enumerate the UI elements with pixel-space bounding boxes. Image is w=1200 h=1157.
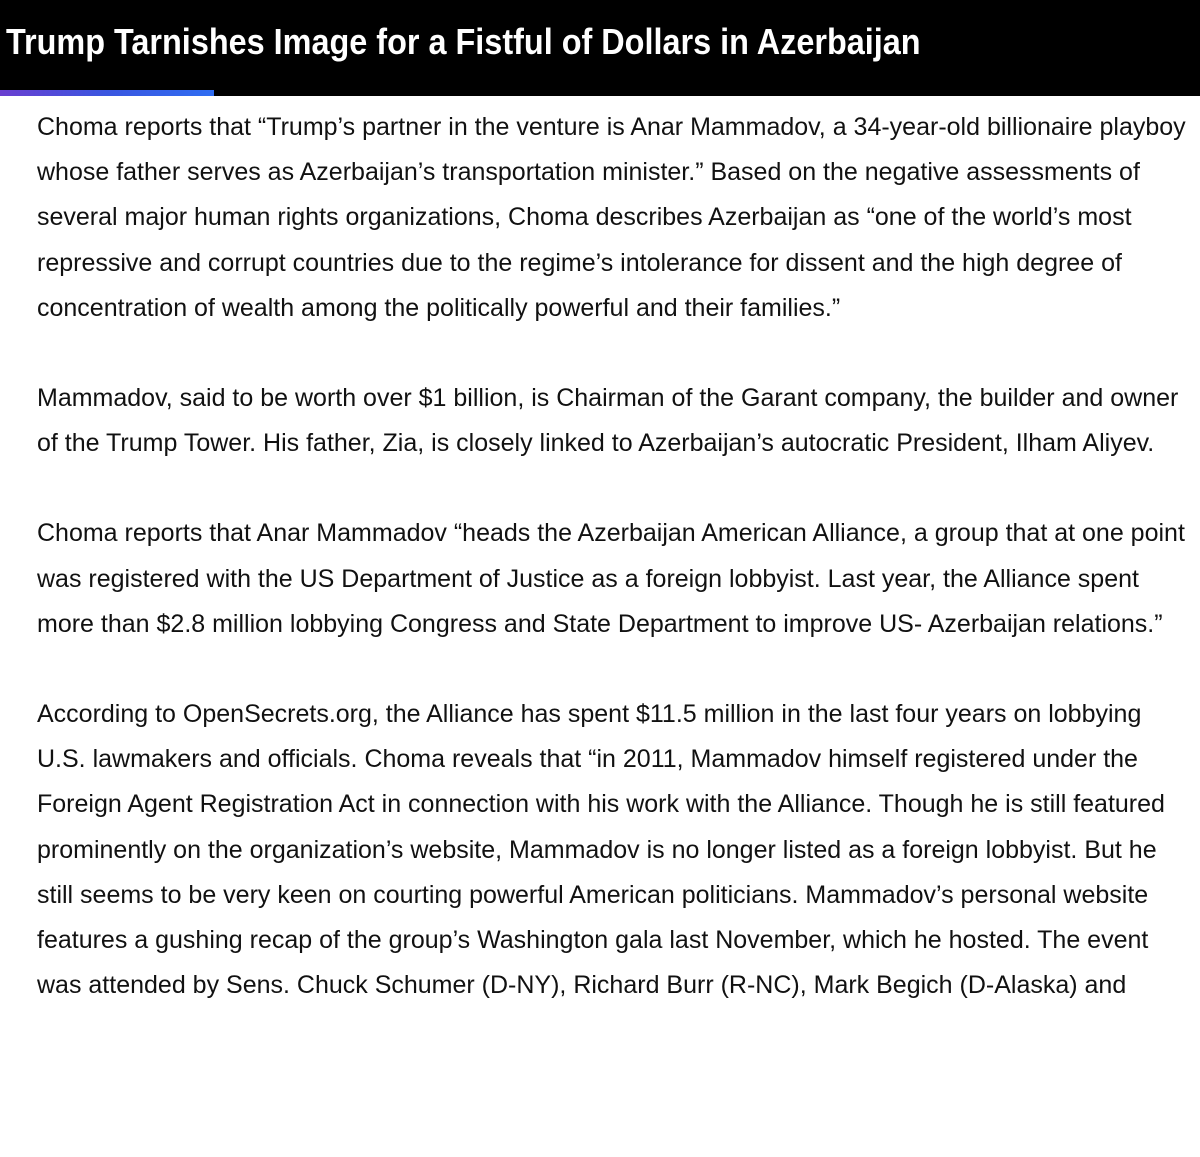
article-paragraph: Choma reports that “Trump’s partner in the venture is Anar Mammadov, a 34-year-old billionaire playboy whose father serves as Azerbaijan’s transportation minister.” Based on the negative assessments of several major human rights organizations, Choma describes Azerbaijan as “one of the world’s most repressive and corrupt countries due to the regime’s intolerance for dissent and the high degree of concentration of wealth among the politically powerful and their families.” [37, 113, 1186, 322]
article-paragraph: Choma reports that Anar Mammadov “heads the Azerbaijan American Alliance, a group that at one point was registered with the US Department of Justice as a foreign lobbyist. Last year, the Alliance spent more than $2.8 million lobbying Congress and State Department to improve US- Azerbaijan relations.” [37, 519, 1185, 638]
article-title: Trump Tarnishes Image for a Fistful of Dollars in Azerbaijan [6, 21, 921, 62]
article-paragraph: According to OpenSecrets.org, the Alliance has spent $11.5 million in the last four years on lobbying U.S. lawmakers and officials. Choma reveals that “in 2011, Mammadov himself registered under the Foreign Agent Registration Act in connection with his work with the Alliance. Though he is still featured prominently on the organization’s website, Mammadov is no longer listed as a foreign lobbyist. But he still seems to be very keen on courting powerful American politicians. Mammadov’s personal website features a gushing recap of the group’s Washington gala last November, which he hosted. The event was attended by Sens. Chuck Schumer (D-NY), Richard Burr (R-NC), Mark Begich (D-Alaska) and [37, 700, 1165, 1000]
article-body [37, 105, 1187, 1053]
article-paragraph: Mammadov, said to be worth over $1 billion, is Chairman of the Garant company, the builder and owner of the Trump Tower. His father, Zia, is closely linked to Azerbaijan’s autocratic President, Ilham Aliyev. [37, 384, 1179, 458]
article-header [0, 0, 1200, 96]
title-accent-bar [0, 90, 214, 96]
